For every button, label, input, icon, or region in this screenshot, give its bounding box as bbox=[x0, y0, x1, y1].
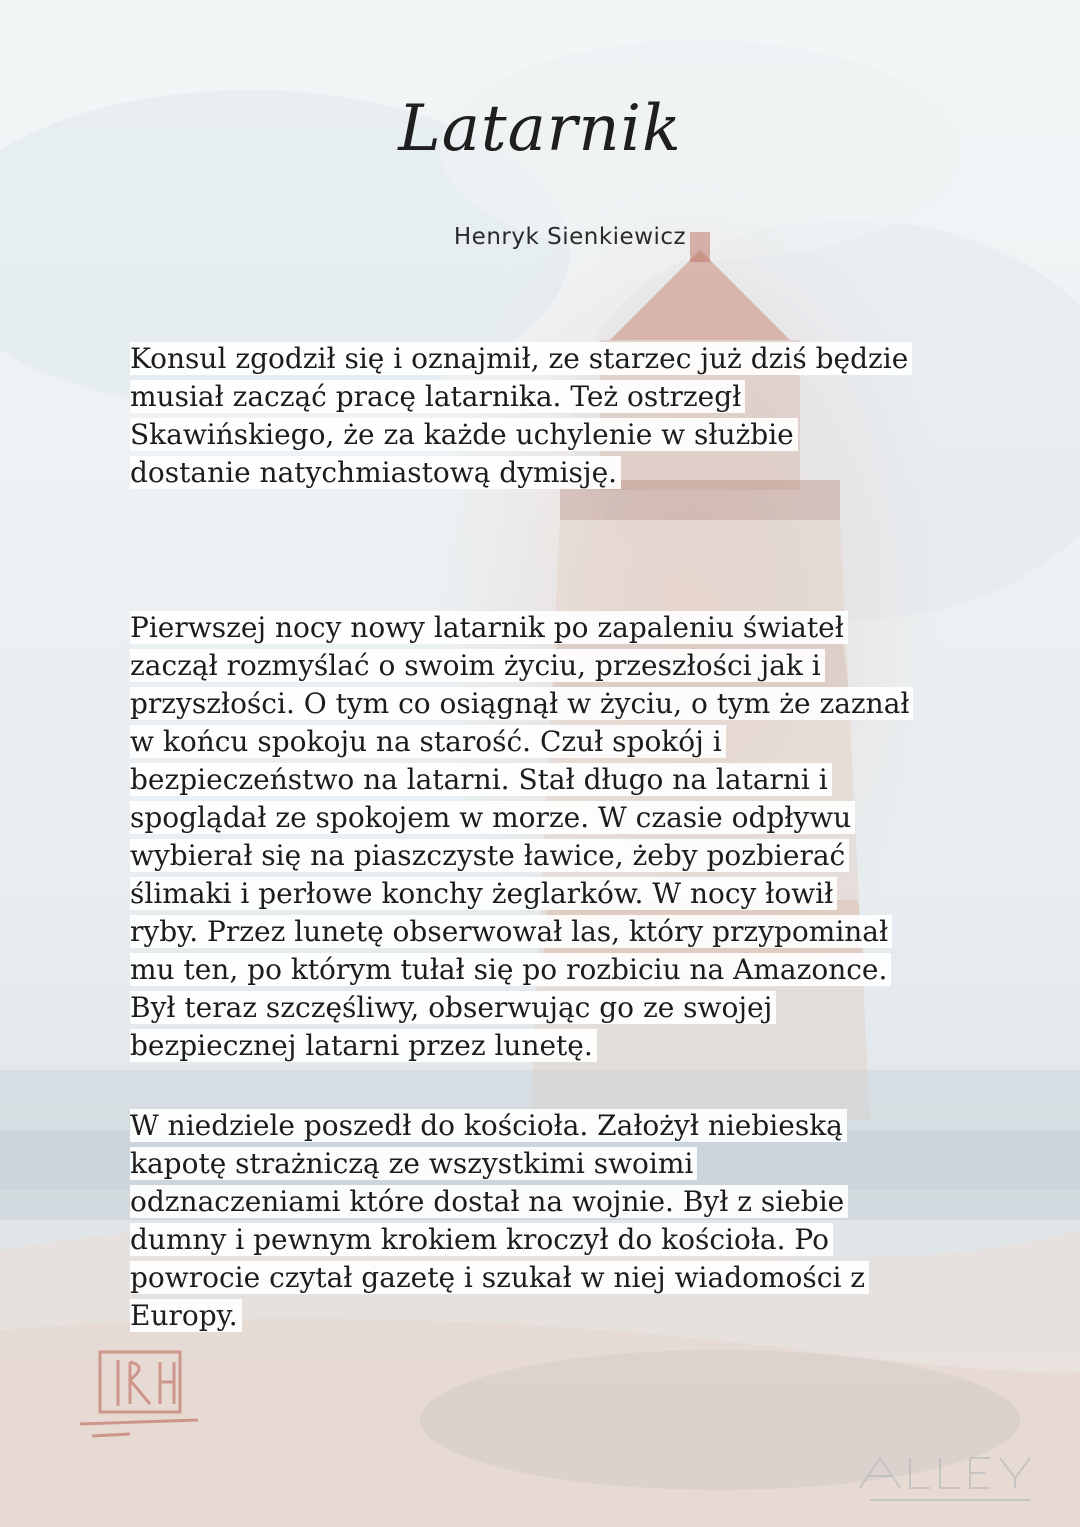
paragraph-1 bbox=[130, 340, 960, 492]
text-line: mu ten, po którym tułał się po rozbiciu na Amazonce. bbox=[130, 951, 960, 989]
author-name: Henryk Sienkiewicz bbox=[453, 224, 687, 250]
text-line: w końcu spokoju na starość. Czuł spokój i bbox=[130, 723, 960, 761]
text-line: odznaczeniami które dostał na wojnie. Był z siebie bbox=[130, 1183, 960, 1221]
document-title: Latarnik bbox=[398, 92, 682, 166]
text-line: Skawińskiego, że za każde uchylenie w służbie bbox=[130, 416, 960, 454]
text-line: Pierwszej nocy nowy latarnik po zapaleniu świateł bbox=[130, 609, 960, 647]
text-line: bezpieczeństwo na latarni. Stał długo na latarni i bbox=[130, 761, 960, 799]
text-line: dostanie natychmiastową dymisję. bbox=[130, 454, 960, 492]
text-line: kapotę strażniczą ze wszystkimi swoimi bbox=[130, 1145, 960, 1183]
paragraph-3 bbox=[130, 1107, 960, 1335]
text-line: W niedziele poszedł do kościoła. Założył niebieską bbox=[130, 1107, 960, 1145]
text-line: zaczął rozmyślać o swoim życiu, przeszłości jak i bbox=[130, 647, 960, 685]
text-line: Europy. bbox=[130, 1297, 960, 1335]
text-line: dumny i pewnym krokiem kroczył do kościoła. Po bbox=[130, 1221, 960, 1259]
paragraph-2 bbox=[130, 609, 960, 1065]
text-line: Był teraz szczęśliwy, obserwując go ze swojej bbox=[130, 989, 960, 1027]
text-line: bezpiecznej latarni przez lunetę. bbox=[130, 1027, 960, 1065]
text-line: ślimaki i perłowe konchy żeglarków. W nocy łowił bbox=[130, 875, 960, 913]
text-line: ryby. Przez lunetę obserwował las, który przypominał bbox=[130, 913, 960, 951]
text-line: spoglądał ze spokojem w morze. W czasie odpływu bbox=[130, 799, 960, 837]
artist-monogram-stamp-icon bbox=[70, 1340, 210, 1450]
text-line: Konsul zgodził się i oznajmił, ze starzec już dziś będzie bbox=[130, 340, 960, 378]
text-line: powrocie czytał gazetę i szukał w niej wiadomości z bbox=[130, 1259, 960, 1297]
text-line: przyszłości. O tym co osiągnął w życiu, o tym że zaznał bbox=[130, 685, 960, 723]
text-line: wybierał się na piaszczyste ławice, żeby pozbierać bbox=[130, 837, 960, 875]
text-line: musiał zacząć pracę latarnika. Też ostrzegł bbox=[130, 378, 960, 416]
painter-signature-watermark-icon bbox=[850, 1448, 1050, 1508]
